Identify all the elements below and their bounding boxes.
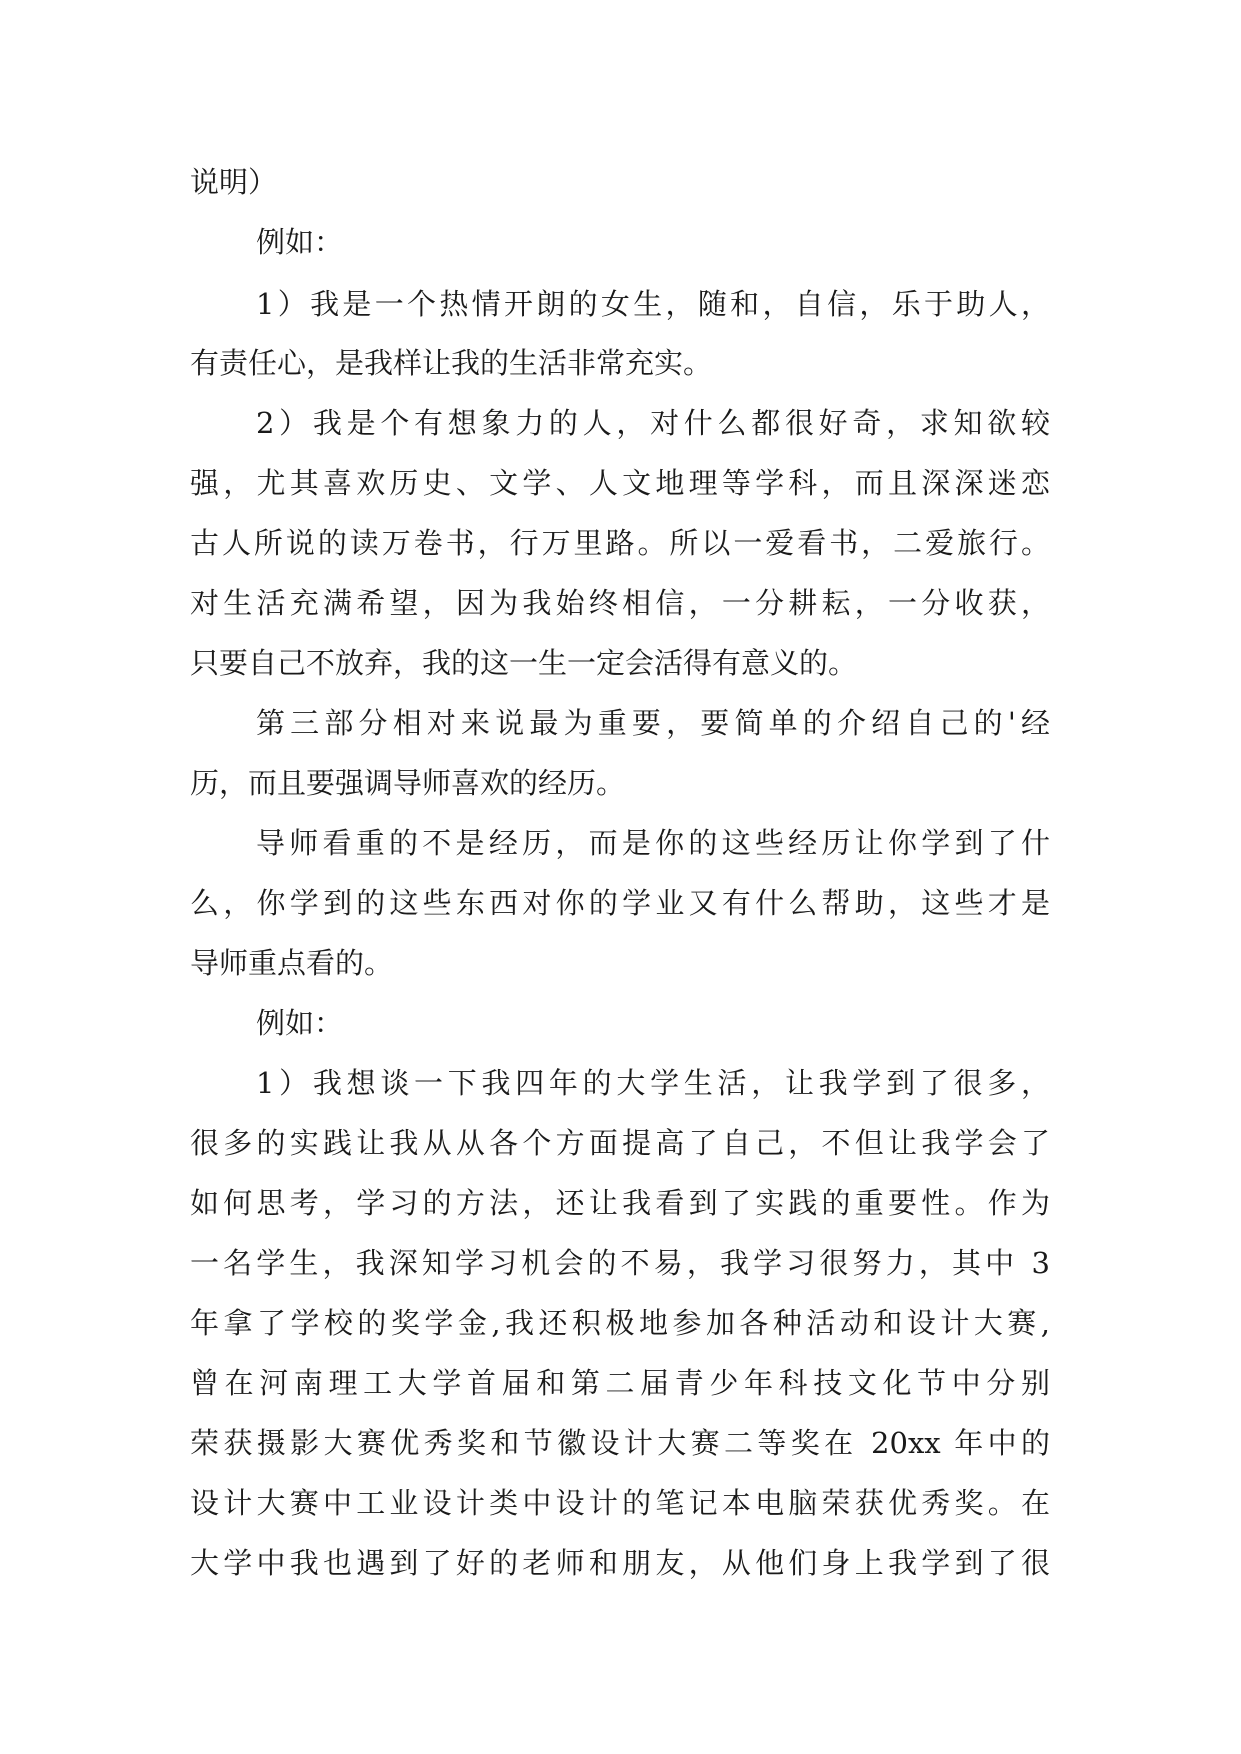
text-line: 1）我是一个热情开朗的女生，随和，自信，乐于助人， xyxy=(256,287,1050,321)
text-line: 年拿了学校的奖学金,我还积极地参加各种活动和设计大赛, xyxy=(190,1306,1050,1340)
text-line: 很多的实践让我从从各个方面提高了自己，不但让我学会了 xyxy=(190,1126,1050,1160)
text-line: 荣获摄影大赛优秀奖和节徽设计大赛二等奖在 20xx 年中的 xyxy=(190,1426,1050,1460)
text-line: 么，你学到的这些东西对你的学业又有什么帮助，这些才是 xyxy=(190,886,1050,920)
text-line: 导师看重的不是经历，而是你的这些经历让你学到了什 xyxy=(256,826,1050,860)
text-line: 对生活充满希望，因为我始终相信，一分耕耘，一分收获， xyxy=(190,586,1050,620)
text-line: 2）我是个有想象力的人，对什么都很好奇，求知欲较 xyxy=(256,406,1050,440)
text-line: 古人所说的读万卷书，行万里路。所以一爱看书，二爱旅行。 xyxy=(190,526,1050,560)
text-line: 如何思考，学习的方法，还让我看到了实践的重要性。作为 xyxy=(190,1186,1050,1220)
text-line: 历，而且要强调导师喜欢的经历。 xyxy=(190,766,626,800)
text-line: 曾在河南理工大学首届和第二届青少年科技文化节中分别 xyxy=(190,1366,1050,1400)
text-line: 只要自己不放弃，我的这一生一定会活得有意义的。 xyxy=(190,646,858,680)
text-line: 例如： xyxy=(256,225,344,259)
text-line: 导师重点看的。 xyxy=(190,946,394,980)
text-line: 1）我想谈一下我四年的大学生活，让我学到了很多， xyxy=(256,1066,1050,1100)
text-line: 例如： xyxy=(256,1006,344,1040)
text-line: 强，尤其喜欢历史、文学、人文地理等学科，而且深深迷恋 xyxy=(190,466,1050,500)
text-line: 大学中我也遇到了好的老师和朋友，从他们身上我学到了很 xyxy=(190,1546,1050,1580)
text-line: 设计大赛中工业设计类中设计的笔记本电脑荣获优秀奖。在 xyxy=(190,1486,1050,1520)
text-line: 一名学生，我深知学习机会的不易，我学习很努力，其中 3 xyxy=(190,1246,1050,1280)
text-line: 有责任心，是我样让我的生活非常充实。 xyxy=(190,346,713,380)
text-line: 第三部分相对来说最为重要，要简单的介绍自己的'经 xyxy=(256,706,1050,740)
text-line: 说明） xyxy=(190,165,278,199)
